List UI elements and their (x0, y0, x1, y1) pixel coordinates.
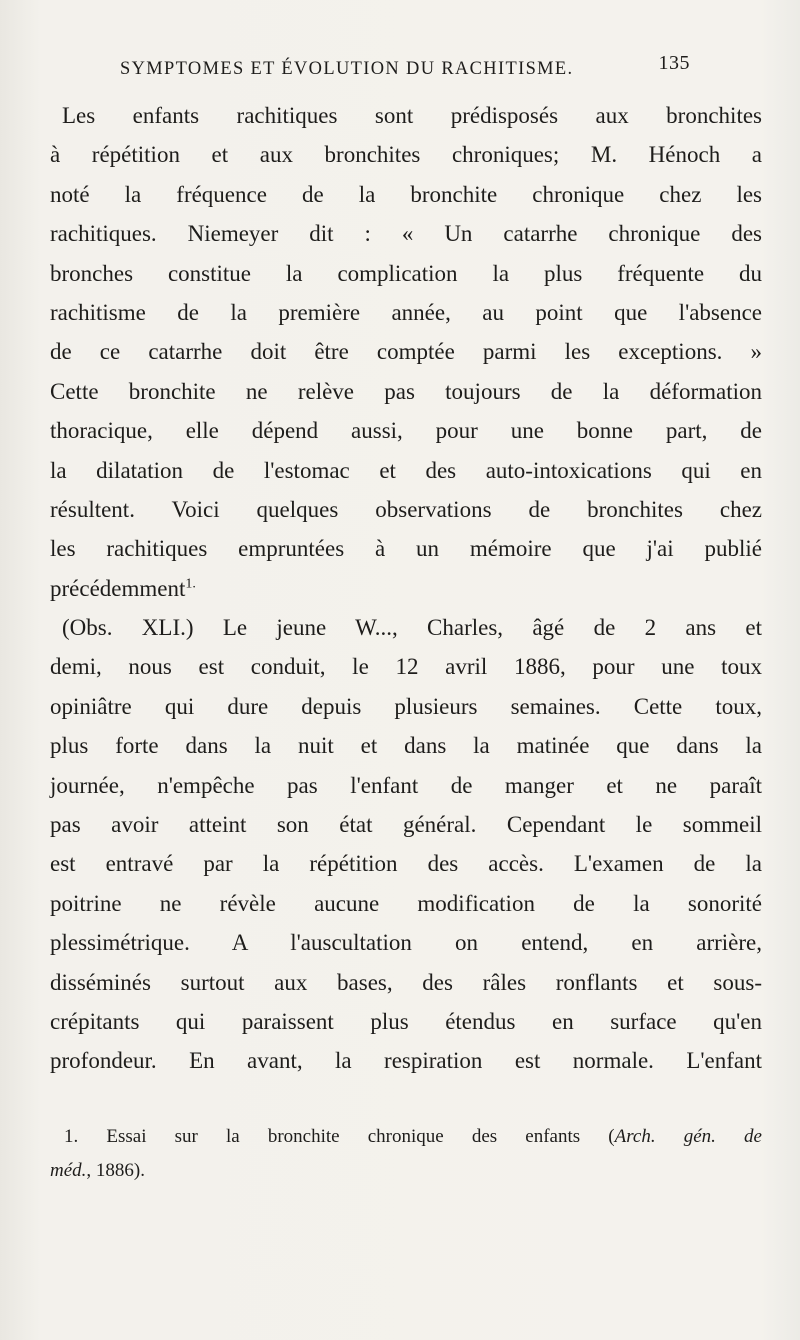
text-line-with-footnote (50, 569, 762, 608)
text-line: bronches constitue la complication la plus fréquente du (50, 260, 762, 286)
page-number: 135 (658, 52, 690, 74)
text-line: profondeur. En avant, la respiration est normale. L'enfant (50, 1048, 762, 1074)
text-line: à répétition et aux bronchites chroniques; M. Hénoch a (50, 142, 762, 168)
text-line: plessimétrique. A l'auscultation on entend, en arrière, (50, 930, 762, 956)
running-title: SYMPTOMES ET ÉVOLUTION DU RACHITISME. (120, 58, 574, 79)
footnote-journal-title-end: méd. (50, 1160, 87, 1181)
text-line: est entravé par la répétition des accès. L'examen de la (50, 851, 762, 877)
text-line: demi, nous est conduit, le 12 avril 1886, pour une toux (50, 654, 762, 680)
footnote-reference: 1. (185, 576, 196, 592)
footnote-journal-title: Arch. gén. de (614, 1126, 762, 1147)
text-line: Les enfants rachitiques sont prédisposés aux bronchites (62, 103, 762, 128)
footnote-line (50, 1154, 762, 1188)
text-line: pas avoir atteint son état général. Cependant le sommeil (50, 812, 762, 838)
footnote (50, 1120, 762, 1188)
text-line: journée, n'empêche pas l'enfant de manger et ne paraît (50, 772, 762, 798)
text-line-content: précédemment (50, 575, 186, 601)
text-line: (Obs. XLI.) Le jeune W..., Charles, âgé de 2 ans et (62, 615, 762, 641)
text-line: thoracique, elle dépend aussi, pour une bonne part, de (50, 418, 762, 444)
text-line: résultent. Voici quelques observations de bronchites chez (50, 496, 762, 522)
text-line: la dilatation de l'estomac et des auto-intoxications qui en (50, 457, 762, 483)
text-line: opiniâtre qui dure depuis plusieurs semaines. Cette toux, (50, 693, 762, 719)
text-line: plus forte dans la nuit et dans la matinée que dans la (50, 733, 762, 759)
text-line: les rachitiques empruntées à un mémoire que j'ai publié (50, 536, 762, 562)
text-line: de ce catarrhe doit être comptée parmi les exceptions. » (50, 339, 762, 365)
text-line: poitrine ne révèle aucune modification de la sonorité (50, 890, 762, 916)
page-header (120, 52, 690, 84)
body-text (50, 96, 762, 1081)
footnote-line (50, 1120, 762, 1154)
text-line: crépitants qui paraissent plus étendus en surface qu'en (50, 1008, 762, 1034)
text-line: noté la fréquence de la bronchite chronique chez les (50, 181, 762, 207)
footnote-text-end: , 1886). (86, 1160, 145, 1181)
text-line: disséminés surtout aux bases, des râles ronflants et sous- (50, 969, 762, 995)
text-line: Cette bronchite ne relève pas toujours de la déformation (50, 378, 762, 404)
text-line: rachitiques. Niemeyer dit : « Un catarrhe chronique des (50, 221, 762, 247)
footnote-text: 1. Essai sur la bronchite chronique des enfants ( (64, 1126, 615, 1147)
text-line: rachitisme de la première année, au point que l'absence (50, 299, 762, 325)
